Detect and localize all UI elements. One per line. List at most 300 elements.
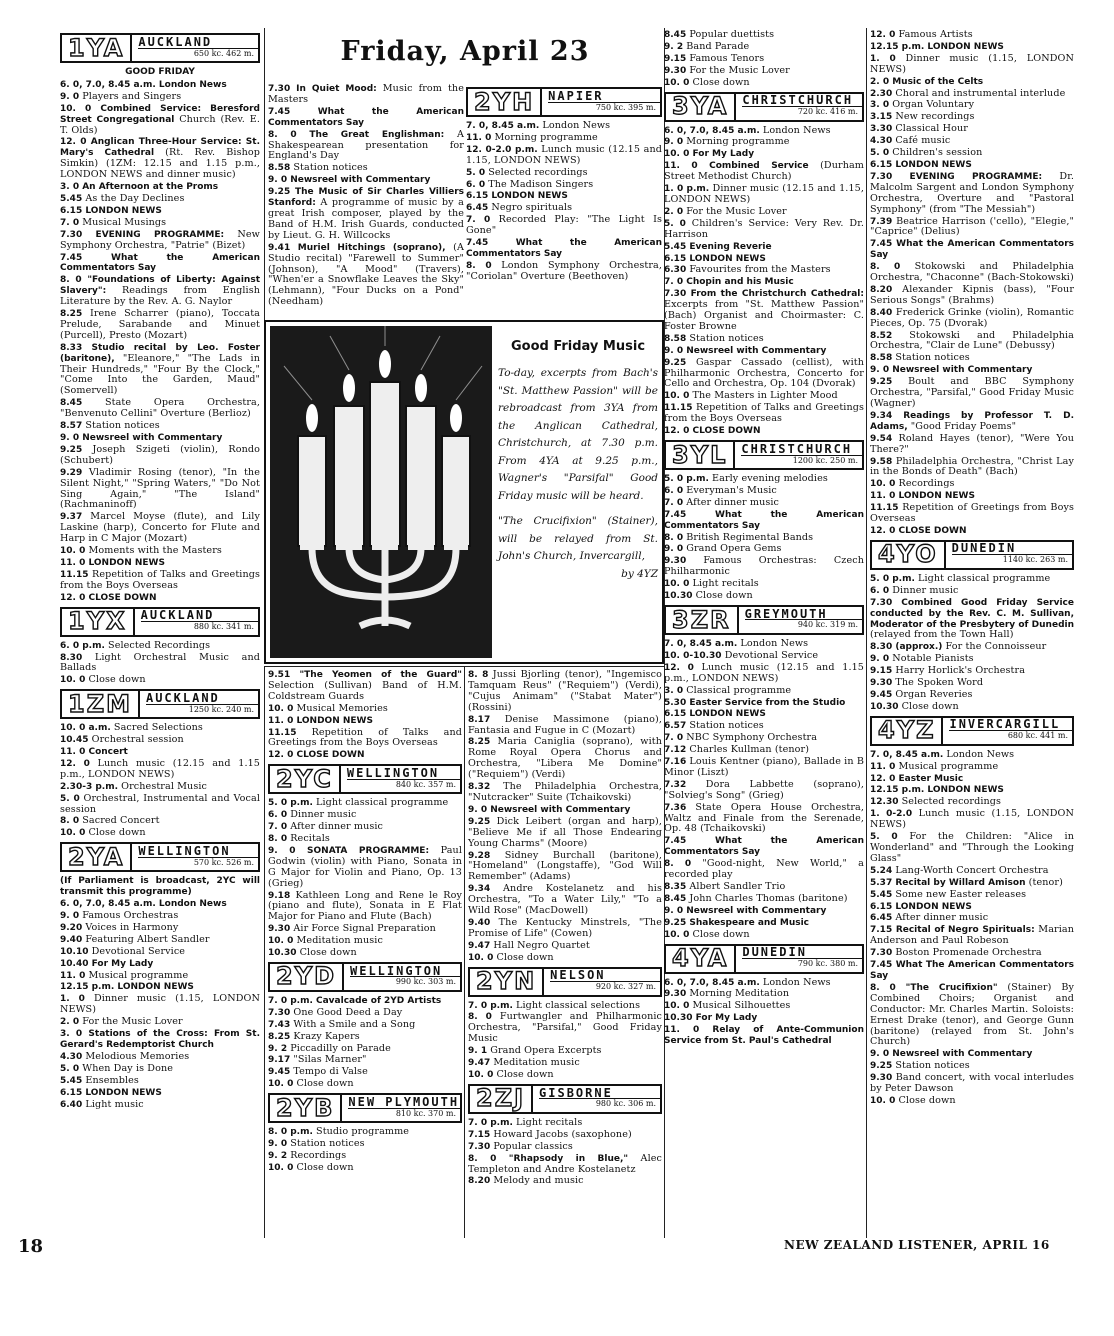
station-frequency: 750 kc. 395 m. <box>595 102 656 112</box>
entry-description: Close down <box>293 1161 354 1173</box>
entry-description: Close down <box>296 947 357 959</box>
entry-time: 10. 0 <box>664 149 690 160</box>
entry-description: Station notices <box>892 1060 970 1072</box>
programme-entry <box>268 84 464 106</box>
programme-entry <box>268 163 464 174</box>
entry-description: Lang-Worth Concert Orchestra <box>892 864 1049 876</box>
entry-title: Chopin and his Music <box>683 277 794 288</box>
programme-entry <box>466 191 662 202</box>
programme-entry <box>870 457 1074 479</box>
entry-time: 7.30 <box>60 229 83 240</box>
entry-time: 9.51 <box>268 670 291 680</box>
programme-entry <box>466 145 662 167</box>
programme-entry <box>664 126 864 137</box>
programme-entry <box>664 745 864 756</box>
entry-time: 12. 0-2.0 p.m. <box>466 144 538 155</box>
entry-description: Musical programme <box>895 760 999 772</box>
entry-time: 9.30 <box>664 556 687 567</box>
entry-time: 7. 0, 8.45 a.m. <box>466 121 540 131</box>
programme-entry <box>268 175 464 186</box>
entry-time: 10. 0 <box>60 546 86 557</box>
entry-description: Dora Labbette (soprano), "Solvieg's Song" (Grieg) <box>664 778 864 801</box>
entry-description: British Regimental Bands <box>683 531 814 543</box>
station-header <box>268 764 462 794</box>
entry-time: 10. 0 <box>468 952 494 963</box>
programme-entry <box>664 474 864 485</box>
programme-entry <box>664 757 864 779</box>
entry-time: 8.32 <box>468 782 491 793</box>
station-call-sign: 3ZR <box>666 607 739 633</box>
entry-description: Station notices <box>290 162 368 174</box>
programme-entry <box>870 136 1074 147</box>
entry-title: Newsreel with Commentary <box>683 345 827 356</box>
programme-entry <box>468 851 662 884</box>
entry-time: 8.35 <box>664 882 687 892</box>
programme-entry <box>60 558 260 569</box>
programme-entry <box>268 1151 462 1162</box>
entry-description: Favourites from the Masters <box>686 264 831 276</box>
entry-time: 8.30 <box>60 652 83 663</box>
entry-description: Light recitals <box>512 1116 583 1128</box>
entry-description: Dr. Malcolm Sargent and London Symphony Orchestra, Overture and "Pastoral Symphony" (from "The Messiah") <box>870 170 1074 215</box>
entry-time: 8. 0 <box>664 859 692 870</box>
programme-entry <box>60 230 260 252</box>
entry-description: Morning Meditation <box>686 988 790 1000</box>
column-3 <box>664 30 864 1048</box>
station-header <box>268 1093 462 1123</box>
entry-time: 9.54 <box>870 433 893 444</box>
station-header <box>664 605 864 635</box>
station-frequency: 940 kc. 319 m. <box>797 620 858 630</box>
entry-title: Music of the Celts <box>889 76 984 87</box>
entry-time: 8.25 <box>60 309 83 320</box>
entry-title: "Foundations of Liberty: Against Slavery": <box>60 275 260 297</box>
entry-description: Repetition of Talks and Greetings from the Boys Overseas <box>664 402 864 425</box>
programme-entry <box>664 334 864 345</box>
programme-entry <box>664 836 864 858</box>
programme-entry <box>870 762 1074 773</box>
entry-time: 10. 0 <box>268 703 294 714</box>
entry-time: 9.41 <box>268 242 291 253</box>
entry-time: 9.45 <box>870 689 893 700</box>
entry-title: For My Lady <box>692 1013 758 1024</box>
programme-entry <box>664 289 864 333</box>
programme-entry <box>664 242 864 253</box>
entry-title: EVENING PROGRAMME: <box>82 229 225 240</box>
entry-time: 7.30 <box>468 1141 491 1152</box>
entry-description: Recitals <box>287 832 330 844</box>
programme-entry <box>268 1067 462 1078</box>
entry-time: 5. 0 <box>466 167 486 178</box>
entry-time: 11. 0 <box>60 970 86 981</box>
programme-entry <box>870 42 1074 53</box>
entry-time: 9.25 <box>664 917 687 928</box>
programme-entry <box>60 935 260 946</box>
entry-time: 9. 2 <box>268 1043 288 1054</box>
entry-time: 8. 0 <box>60 816 80 827</box>
entry-description: The Masters in Lighter Mood <box>689 390 838 402</box>
entry-time: 5.30 <box>664 697 687 708</box>
entry-time: 12. 0 <box>664 426 690 437</box>
entry-time: 6.15 <box>60 205 83 216</box>
entry-time: 9.45 <box>268 1067 291 1078</box>
entry-time: 10.45 <box>60 735 89 746</box>
entry-time: 7.12 <box>664 745 687 756</box>
station-call-sign: 2YB <box>270 1095 342 1121</box>
programme-entry <box>664 161 864 183</box>
column-rule <box>866 28 867 1238</box>
entry-time: 7. 0 <box>664 497 684 508</box>
entry-description: (Durham Street Methodist Church) <box>664 160 864 183</box>
entry-description: Choral and instrumental interlude <box>892 87 1066 99</box>
entry-time: 9.15 <box>870 666 893 677</box>
entry-time: 3.30 <box>870 124 893 135</box>
programme-entry <box>870 1049 1074 1060</box>
entry-time: 9.20 <box>60 922 83 933</box>
programme-entry <box>466 121 662 132</box>
entry-time: 8.45 <box>664 893 687 904</box>
entry-description: Famous Orchestras <box>79 910 179 921</box>
entry-time: 6. 0 <box>870 585 890 596</box>
entry-description: London News <box>759 976 831 988</box>
entry-description: (A Studio recital) "Farewell to Summer" (Johnson), "A Mood" (Travers), "When'er a Snowflake Leaves the Sky" (Lehmann), "Four Ducks on a Pond" (Needham) <box>268 241 464 308</box>
programme-entry <box>60 433 260 444</box>
entry-description: Moments with the Masters <box>85 545 222 557</box>
entry-title: Newsreel with Commentary <box>79 433 223 443</box>
entry-description: Melody and music <box>490 1175 584 1187</box>
entry-title: SONATA PROGRAMME: <box>295 845 430 856</box>
programme-entry <box>60 675 260 686</box>
entry-description: London News <box>943 748 1015 760</box>
station-frequency: 810 kc. 370 m. <box>395 1108 456 1118</box>
programme-entry <box>664 639 864 650</box>
entry-time: 9.34 <box>468 884 491 895</box>
programme-entry <box>664 78 864 89</box>
entry-time: 8.33 <box>60 342 83 353</box>
programme-entry <box>268 846 462 890</box>
entry-time: 6. 0 <box>268 810 288 821</box>
programme-entry <box>268 107 464 129</box>
entry-time: 3.15 <box>870 112 893 123</box>
programme-entry <box>468 884 662 917</box>
programme-entry <box>60 206 260 217</box>
programme-entry <box>468 805 662 816</box>
entry-time: 8.40 <box>870 307 893 318</box>
entry-title: For My Lady <box>689 149 755 160</box>
entry-title: LONDON NEWS <box>892 159 972 170</box>
entry-description: London News <box>539 120 611 131</box>
entry-description: Dinner music (1.15, LONDON NEWS) <box>60 993 261 1016</box>
station-call-sign: 1ZM <box>62 691 140 717</box>
entry-time: 9. 2 <box>268 1151 288 1161</box>
programme-entry <box>268 1020 462 1031</box>
entry-description: Negro spirituals <box>488 202 573 214</box>
station-city: CHRISTCHURCH <box>741 444 862 456</box>
entry-time: 3. 0 <box>60 1029 83 1040</box>
station-frequency: 680 kc. 441 m. <box>1007 731 1068 741</box>
entry-time: 9. 0 <box>664 544 684 555</box>
entry-title: What the American Commentators Say <box>664 836 864 858</box>
entry-time: 10. 0 <box>268 1079 294 1090</box>
entry-title: Recital by Willard Amison <box>892 877 1026 888</box>
entry-time: 8.58 <box>268 163 291 174</box>
entry-description: Close down <box>689 928 750 940</box>
entry-time: 6. 0, 7.0, 8.45 a.m. <box>60 899 156 910</box>
entry-title: CLOSE DOWN <box>895 525 967 536</box>
entry-time: 11. 0 <box>466 132 492 143</box>
programme-entry <box>60 1052 260 1063</box>
entry-description: Repetition of Greetings from Boys Overseas <box>870 502 1074 525</box>
entry-time: 8.58 <box>664 333 687 344</box>
programme-entry <box>60 468 260 512</box>
entry-time: 6.15 <box>664 253 687 264</box>
entry-time: 9.58 <box>870 456 893 467</box>
entry-title: LONDON NEWS <box>924 41 1004 52</box>
entry-time: 9.17 <box>268 1055 291 1066</box>
station-city: WELLINGTON <box>138 846 258 858</box>
column-1 <box>60 30 260 1111</box>
entry-description: Stokowski and Philadelphia Orchestra, "Chaconne" (Bach-Stokowski) <box>870 261 1075 284</box>
programme-entry <box>60 275 260 308</box>
programme-entry <box>60 971 260 982</box>
entry-time: 9.28 <box>468 850 491 861</box>
programme-entry <box>870 491 1074 502</box>
entry-description: Alec Templeton and Andre Kostelanetz <box>468 1152 662 1175</box>
entry-title: CLOSE DOWN <box>293 750 365 761</box>
feature-body: To-day, excerpts from Bach's "St. Matthew Passion" will be rebroadcast from 3YA from the Anglican Cathedral, Christchurch, at 7.30 p.m. From 4YA at 9.25 p.m., Wagner's "Parsifal" Good Friday music will be heard. <box>498 367 658 502</box>
entry-description: Gaspar Cassado (cellist), with Philharmonic Orchestra, Concerto for Cello and Orchestra, Op. 104 (Dvorak) <box>664 356 864 390</box>
station-call-sign: 2ZJ <box>470 1086 533 1112</box>
programme-entry <box>870 983 1074 1048</box>
programme-entry <box>664 219 864 241</box>
entry-description: Dick Leibert (organ and harp), "Believe Me if all Those Endearing Young Charms" (Moore) <box>468 815 662 849</box>
programme-entry <box>268 1139 462 1150</box>
entry-description: Recordings <box>895 478 955 490</box>
programme-entry <box>870 925 1074 947</box>
entry-title: Newsreel with Commentary <box>889 1049 1033 1060</box>
programme-entry <box>870 809 1074 831</box>
programme-entry <box>664 137 864 148</box>
station-header <box>60 33 260 63</box>
entry-description: "Good Friday Poems" <box>907 420 1017 432</box>
programme-entry <box>466 168 662 179</box>
day-heading: GOOD FRIDAY <box>125 67 195 77</box>
entry-description: After dinner music <box>683 496 780 508</box>
programme-entry <box>60 1100 260 1111</box>
programme-entry <box>870 878 1074 889</box>
entry-title: Stations of the Cross: From St. Gerard's Redemptorist Church <box>60 1029 261 1050</box>
programme-entry <box>870 353 1074 364</box>
entry-description: Melodious Memories <box>82 1050 190 1062</box>
programme-entry <box>268 798 462 809</box>
entry-time: 11.15 <box>60 569 89 580</box>
entry-description: Denise Massimone (piano), Fantasia and Fugue in C (Mozart) <box>468 713 662 736</box>
programme-entry <box>468 1130 662 1141</box>
station-frequency: 1200 kc. 250 m. <box>792 455 858 465</box>
entry-time: 6.57 <box>664 721 687 732</box>
entry-description: Station notices <box>686 720 764 732</box>
entry-description: London News <box>737 637 809 649</box>
entry-time: 2. 0 <box>664 206 684 217</box>
entry-time: 7. 0 <box>664 277 684 288</box>
programme-entry <box>268 750 462 761</box>
station-city: WELLINGTON <box>350 966 460 978</box>
entry-description: Band concert, with vocal interludes by Peter Dawson <box>870 1072 1074 1095</box>
station-call-sign: 4YO <box>872 542 946 568</box>
entry-description: Light recitals <box>689 578 759 590</box>
entry-time: 8. 0 <box>268 129 297 140</box>
entry-time: 12.30 <box>870 797 899 808</box>
entry-time: 4.30 <box>870 136 893 147</box>
entry-description: The Philadelphia Orchestra, "Nutcracker" Suite (Tchaikovski) <box>468 781 662 803</box>
entry-title: EVENING PROGRAMME: <box>892 171 1043 182</box>
entry-description: (tenor) <box>1025 876 1063 888</box>
station-call-sign: 2YH <box>468 89 542 115</box>
programme-entry <box>268 130 464 163</box>
entry-description: Players and Singers <box>79 90 182 102</box>
entry-time: 7.30 <box>870 948 893 959</box>
entry-description: Howard Jacobs (saxophone) <box>490 1128 632 1140</box>
entry-time: 3. 0 <box>60 182 80 193</box>
entry-time: 7.16 <box>664 757 687 768</box>
publication-footer: NEW ZEALAND LISTENER, APRIL 16 <box>784 1238 1050 1252</box>
programme-entry <box>268 924 462 935</box>
entry-time: 11.15 <box>268 727 297 738</box>
programme-entry <box>870 479 1074 490</box>
programme-entry <box>870 503 1074 525</box>
entry-description: Jussi Bjorling (tenor), "Ingemisco Tamquam Reus" ("Requiem") (Verdi), "Cujus Animam" ("Stabat Mater") (Rossini) <box>468 669 662 713</box>
entry-description: NBC Symphony Orchestra <box>683 732 818 744</box>
entry-description: The Spoken Word <box>892 677 984 689</box>
station-city: NELSON <box>550 970 660 982</box>
programme-entry <box>60 445 260 467</box>
programme-entry <box>870 148 1074 159</box>
entry-description: Philadelphia Orchestra, "Christ Lay in the Bonds of Death" (Bach) <box>870 455 1074 478</box>
station-call-sign: 1YX <box>62 609 135 635</box>
entry-time: 10. 0-10.30 <box>664 650 722 661</box>
entry-title: LONDON NEWS <box>114 982 194 993</box>
entry-description: Lunch music (12.15 and 1.15, LONDON NEWS) <box>466 143 663 166</box>
programme-entry <box>60 92 260 103</box>
entry-time: 9. 0 <box>664 905 684 916</box>
station-frequency: 840 kc. 357 m. <box>395 779 456 789</box>
programme-entry <box>60 80 260 91</box>
column-rule <box>464 666 465 1238</box>
entry-time: 2.30-3 p.m. <box>60 781 118 792</box>
station-frequency: 650 kc. 462 m. <box>193 48 254 58</box>
entry-time: 11. 0 <box>60 747 86 758</box>
programme-entry <box>870 598 1074 642</box>
entry-description: Marian Anderson and Paul Robeson <box>870 924 1074 947</box>
entry-time: 9.30 <box>268 924 291 935</box>
entry-description: Station notices <box>82 420 160 432</box>
entry-description: With a Smile and a Song <box>290 1018 416 1030</box>
entry-time: 7.45 <box>466 238 489 249</box>
programme-entry <box>268 716 462 727</box>
station-header <box>60 842 260 872</box>
programme-entry <box>664 149 864 160</box>
entry-title: Newsreel with Commentary <box>287 175 431 186</box>
entry-description: Sidney Burchall (baritone), "Homeland" (Longstaffe), "God Will Remember" (Adams) <box>468 849 662 883</box>
entry-time: 7. 0 p.m. <box>268 995 313 1006</box>
entry-time: 1. 0 <box>60 994 85 1005</box>
station-frequency: 990 kc. 303 m. <box>395 977 456 987</box>
entry-description: Grand Opera Gems <box>683 543 782 555</box>
station-header <box>60 607 260 637</box>
station-frequency: 790 kc. 380 m. <box>797 959 858 969</box>
programme-entry <box>664 930 864 941</box>
entry-time: 6.15 <box>60 1087 83 1098</box>
entry-title: What the American Commentators Say <box>870 239 1074 261</box>
entry-description: Lunch music (12.15 and 1.15 p.m., LONDON NEWS) <box>60 757 261 780</box>
entry-title: Easter Service from the Studio <box>686 697 846 708</box>
entry-description: Musical Musings <box>79 216 167 228</box>
entry-time: 5. 0 <box>870 832 898 843</box>
entry-title: What the American Commentators Say <box>664 509 864 531</box>
entry-description: Grand Opera Excerpts <box>487 1045 602 1057</box>
entry-description: Recorded Play: "The Light Is Gone" <box>466 214 662 237</box>
station-header <box>268 962 462 992</box>
entry-title: The Music of Sir Charles Villiers Stanford: <box>268 187 464 209</box>
entry-description: Repetition of Talks and Greetings from the Boys Overseas <box>268 726 462 749</box>
entry-title: Concert <box>85 747 128 758</box>
entry-description: One Good Deed a Day <box>290 1006 403 1018</box>
entry-description: For the Children: "Alice in Wonderland" and "Through the Looking Glass" <box>870 831 1074 864</box>
entry-time: 8. 0 <box>870 262 901 273</box>
entry-time: 7.45 <box>870 239 893 250</box>
programme-entry <box>664 486 864 497</box>
entry-time: 12.15 p.m. <box>870 785 925 796</box>
entry-time: 9. 0 <box>664 345 684 356</box>
programme-entry <box>664 346 864 357</box>
station-call-sign: 2YA <box>62 844 132 870</box>
entry-time: 5. 0 <box>664 218 686 229</box>
entry-description: Ensembles <box>82 1074 139 1086</box>
programme-entry <box>664 1013 864 1024</box>
entry-title: LONDON NEWS <box>85 557 165 568</box>
page-title: Friday, April 23 <box>340 36 590 67</box>
entry-title: In Quiet Mood: <box>290 84 377 94</box>
entry-time: 10.30 <box>664 1013 693 1024</box>
entry-description: Selected Recordings <box>104 639 211 651</box>
entry-title: Evening Reverie <box>686 241 772 252</box>
entry-title: London News <box>155 79 227 90</box>
programme-entry <box>268 704 462 715</box>
entry-time: 9. 0 <box>60 433 80 443</box>
entry-description: Close down <box>85 674 146 686</box>
entry-description: "Eleanore," "The Lads in Their Hundreds," "Four By the Clock," "Come Into the Garden, Maud" (Somervell) <box>60 352 260 397</box>
entry-description: Vladimir Rosing (tenor), "In the Silent Night," "Spring Waters," "Do Not Sing Again," "The Island" (Rachmaninoff) <box>60 466 260 511</box>
entry-time: 9.30 <box>870 1073 893 1084</box>
entry-title: "Rhapsody in Blue," <box>496 1153 629 1164</box>
programme-entry <box>60 994 260 1016</box>
entry-title: What the American Commentators Say <box>268 106 464 128</box>
programme-entry <box>60 104 260 137</box>
column-2-lower-right <box>468 670 662 1188</box>
station-header <box>466 87 662 117</box>
station-header <box>664 440 864 470</box>
entry-description: As the Day Declines <box>82 192 185 204</box>
programme-entry <box>870 750 1074 761</box>
entry-time: 1. 0 p.m. <box>664 184 710 195</box>
programme-entry <box>870 112 1074 123</box>
entry-time: 8.45 <box>664 30 687 40</box>
entry-description: Lunch music (1.15, LONDON NEWS) <box>870 808 1074 831</box>
entry-description: Orchestral Music <box>118 780 207 792</box>
entry-title: LONDON NEWS <box>895 491 975 502</box>
entry-description: Albert Sandler Trio <box>686 881 786 892</box>
station-frequency: 570 kc. 526 m. <box>193 857 254 867</box>
